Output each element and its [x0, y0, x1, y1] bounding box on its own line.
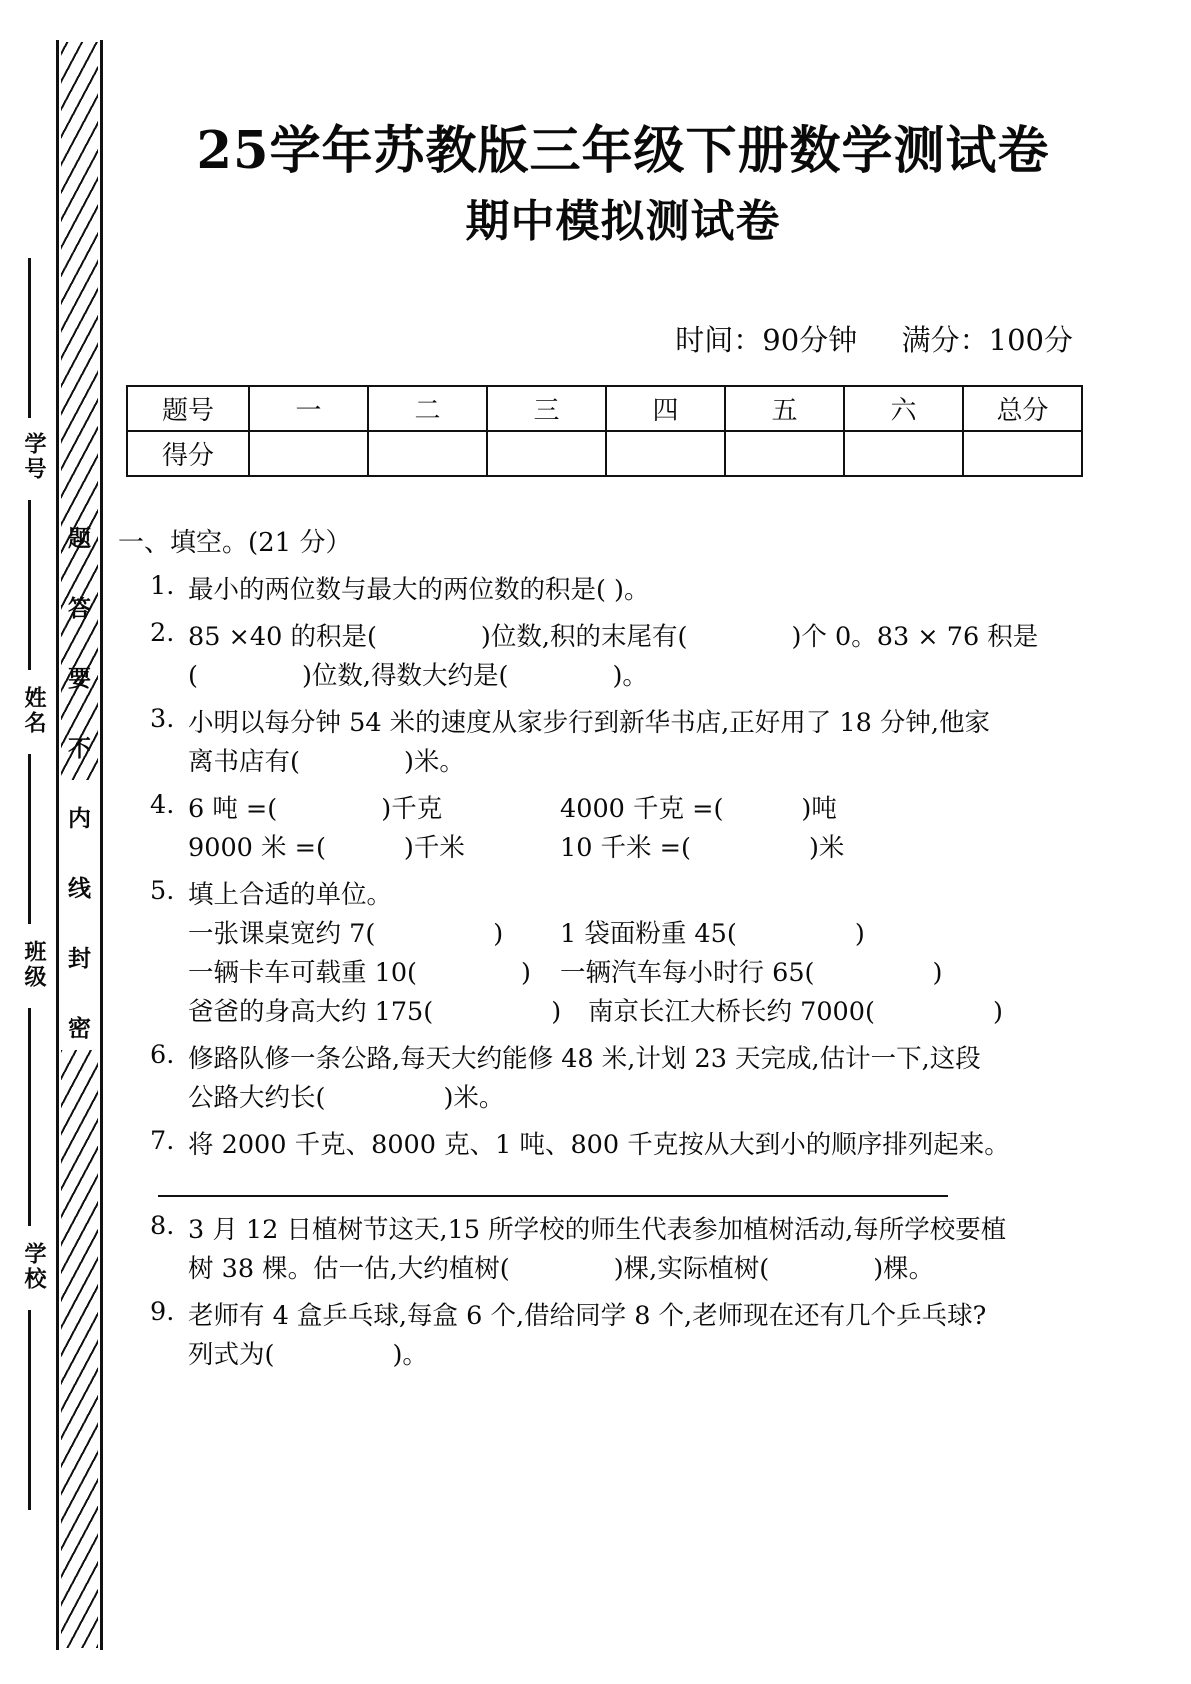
- exam-fullmark-label: 满分：100分: [901, 323, 1073, 357]
- seal-word-xian: 线: [68, 875, 91, 902]
- question-9: [118, 1297, 1118, 1375]
- page-title: 25学年苏教版三年级下册数学测试卷: [196, 121, 1050, 181]
- question-5-row-3: [188, 993, 1118, 1032]
- question-4-item-3: [188, 829, 560, 868]
- score-table-row-label-score: 得分: [127, 431, 249, 476]
- question-5-item-6-close: ): [992, 997, 1003, 1027]
- question-4-item-2: [560, 790, 837, 829]
- question-4-item-1-unit: )千克: [381, 794, 443, 824]
- question-2-line-2: [188, 657, 1118, 696]
- question-9-part-b: )。: [392, 1340, 428, 1370]
- question-1-text: 最小的两位数与最大的两位数的积是( )。: [188, 575, 650, 605]
- score-cell-3[interactable]: [487, 431, 606, 476]
- seal-word-feng: 封: [68, 945, 91, 972]
- seal-channel-right-rule: [100, 40, 103, 1650]
- question-6-line-1: 修路队修一条公路,每天大约能修 48 米,计划 23 天完成,估计一下,这段: [188, 1044, 981, 1074]
- question-7-line-1: 将 2000 千克、8000 克、1 吨、800 千克按从大到小的顺序排列起来。: [188, 1130, 1010, 1160]
- page-subtitle: 期中模拟测试卷: [465, 196, 781, 247]
- question-4-item-3-unit: )千米: [403, 833, 465, 863]
- questions-area: [118, 522, 1118, 1383]
- question-4-item-1: [188, 790, 560, 829]
- section-heading-fill-in-blank: 一、填空。(21 分）: [118, 528, 352, 558]
- question-8-line-2: [188, 1250, 1118, 1289]
- seal-word-da: 答: [68, 595, 91, 622]
- question-2-part-f: )。: [612, 661, 648, 691]
- question-3-part-a: 离书店有(: [188, 747, 300, 777]
- question-8-part-b: )棵,实际植树(: [613, 1254, 770, 1284]
- exam-meta: [118, 318, 1073, 359]
- question-8-part-c: )棵。: [873, 1254, 935, 1284]
- question-1: [118, 571, 1118, 610]
- question-5-item-6-label: 南京长江大桥长约 7000(: [588, 997, 875, 1027]
- question-7-number: 7.: [150, 1126, 175, 1156]
- question-4-row-2: [188, 829, 1118, 868]
- question-5-item-1-close: ): [493, 919, 504, 949]
- question-8-line-1: 3 月 12 日植树节这天,15 所学校的师生代表参加植树活动,每所学校要植: [188, 1215, 1007, 1245]
- question-3-line-1: 小明以每分钟 54 米的速度从家步行到新华书店,正好用了 18 分钟,他家: [188, 708, 991, 738]
- question-5-item-5: [188, 993, 588, 1032]
- score-cell-total[interactable]: [963, 431, 1082, 476]
- question-4-item-3-label: 9000 米 =(: [188, 833, 326, 863]
- question-5-item-2: [560, 915, 865, 954]
- question-5-prompt: 填上合适的单位。: [188, 880, 393, 910]
- question-6: [118, 1040, 1118, 1118]
- question-4-item-2-unit: )吨: [801, 794, 837, 824]
- question-4: [118, 790, 1118, 868]
- question-5-number: 5.: [150, 876, 175, 906]
- score-cell-6[interactable]: [844, 431, 963, 476]
- class-rule-lower: [28, 1008, 31, 1226]
- question-5-item-4-label: 一辆汽车每小时行 65(: [560, 958, 815, 988]
- seal-word-mi: 密: [68, 1015, 91, 1042]
- question-2-number: 2.: [150, 618, 175, 648]
- seal-channel-left-rule: [56, 40, 59, 1650]
- seal-label-name: 姓名: [21, 686, 47, 736]
- score-table-score-row: [127, 431, 1082, 476]
- question-5-item-6: [588, 993, 1003, 1032]
- question-8: [118, 1211, 1118, 1289]
- question-5-item-3-close: ): [521, 958, 531, 988]
- score-cell-4[interactable]: [606, 431, 725, 476]
- question-5-row-2: [188, 954, 1118, 993]
- question-8-part-a: 树 38 棵。估一估,大约植树(: [188, 1254, 510, 1284]
- question-4-item-2-label: 4000 千克 =(: [560, 794, 724, 824]
- seal-word-bu: 不: [68, 735, 91, 762]
- question-2-part-a: 85 ×40 的积是(: [188, 622, 377, 652]
- question-9-number: 9.: [150, 1297, 175, 1327]
- seal-label-class: 班级: [21, 940, 47, 990]
- score-table: [126, 385, 1083, 477]
- question-5-item-1: [188, 915, 560, 954]
- score-table-col-3: 三: [487, 386, 606, 431]
- question-5-row-1: [188, 915, 1118, 954]
- question-5-item-1-label: 一张课桌宽约 7(: [188, 919, 376, 949]
- question-4-row-1: [188, 790, 1118, 829]
- school-rule-lower: [28, 1310, 31, 1510]
- question-2-part-d: (: [188, 661, 198, 691]
- question-3-part-b: )米。: [403, 747, 465, 777]
- question-7: [118, 1126, 1118, 1165]
- title-block: [118, 118, 1128, 254]
- question-5-item-2-label: 1 袋面粉重 45(: [560, 919, 737, 949]
- question-4-item-4: [560, 829, 844, 868]
- score-cell-2[interactable]: [368, 431, 487, 476]
- sealing-margin: [0, 0, 118, 1684]
- score-table-col-total: 总分: [963, 386, 1082, 431]
- student-id-rule-lower: [28, 500, 31, 670]
- question-2-part-c: )个 0。83 × 76 积是: [791, 622, 1039, 652]
- seal-label-student-id: 学号: [21, 432, 47, 482]
- question-3: [118, 704, 1118, 782]
- question-6-part-b: )米。: [443, 1083, 505, 1113]
- question-3-line-2: [188, 743, 1118, 782]
- student-id-rule-upper: [28, 258, 31, 418]
- question-5-item-4: [560, 954, 942, 993]
- question-9-line-1: 老师有 4 盒乒乓球,每盒 6 个,借给同学 8 个,老师现在还有几个乒乓球?: [188, 1301, 987, 1331]
- exam-time-label: 时间：90分钟: [675, 323, 858, 357]
- score-table-col-6: 六: [844, 386, 963, 431]
- question-9-line-2: [188, 1336, 1118, 1375]
- question-3-number: 3.: [150, 704, 175, 734]
- question-5-item-4-close: ): [932, 958, 943, 988]
- seal-label-school: 学校: [21, 1242, 47, 1292]
- exam-sheet: [118, 0, 1191, 1684]
- question-5-item-2-close: ): [854, 919, 865, 949]
- score-cell-1[interactable]: [249, 431, 368, 476]
- score-table-col-5: 五: [725, 386, 844, 431]
- question-4-item-4-unit: )米: [808, 833, 845, 863]
- question-5-item-3: [188, 954, 560, 993]
- score-table-col-2: 二: [368, 386, 487, 431]
- question-5-item-5-label: 爸爸的身高大约 175(: [188, 997, 434, 1027]
- score-table-col-4: 四: [606, 386, 725, 431]
- question-5-item-3-label: 一辆卡车可载重 10(: [188, 958, 418, 988]
- question-4-item-1-label: 6 吨 =(: [188, 794, 278, 824]
- question-2: [118, 618, 1118, 696]
- question-6-number: 6.: [150, 1040, 175, 1070]
- seal-word-yao: 要: [68, 665, 91, 692]
- question-5: [118, 876, 1118, 1032]
- question-4-number: 4.: [150, 790, 175, 820]
- question-5-item-5-close: ): [551, 997, 562, 1027]
- question-1-number: 1.: [150, 571, 175, 601]
- name-rule-lower: [28, 754, 31, 924]
- question-6-line-2: [188, 1079, 1118, 1118]
- seal-word-nei: 内: [68, 805, 91, 832]
- score-cell-5[interactable]: [725, 431, 844, 476]
- question-9-part-a: 列式为(: [188, 1340, 275, 1370]
- score-table-col-1: 一: [249, 386, 368, 431]
- question-7-answer-rule[interactable]: [158, 1195, 948, 1197]
- question-6-part-a: 公路大约长(: [188, 1083, 326, 1113]
- question-2-part-b: )位数,积的末尾有(: [480, 622, 688, 652]
- question-8-number: 8.: [150, 1211, 175, 1241]
- seal-word-ti: 题: [68, 525, 91, 552]
- question-2-line-1: [188, 618, 1118, 657]
- question-2-part-e: )位数,得数大约是(: [301, 661, 509, 691]
- question-4-item-4-label: 10 千米 =(: [560, 833, 691, 863]
- score-table-header-row: [127, 386, 1082, 431]
- score-table-row-label-number: 题号: [127, 386, 249, 431]
